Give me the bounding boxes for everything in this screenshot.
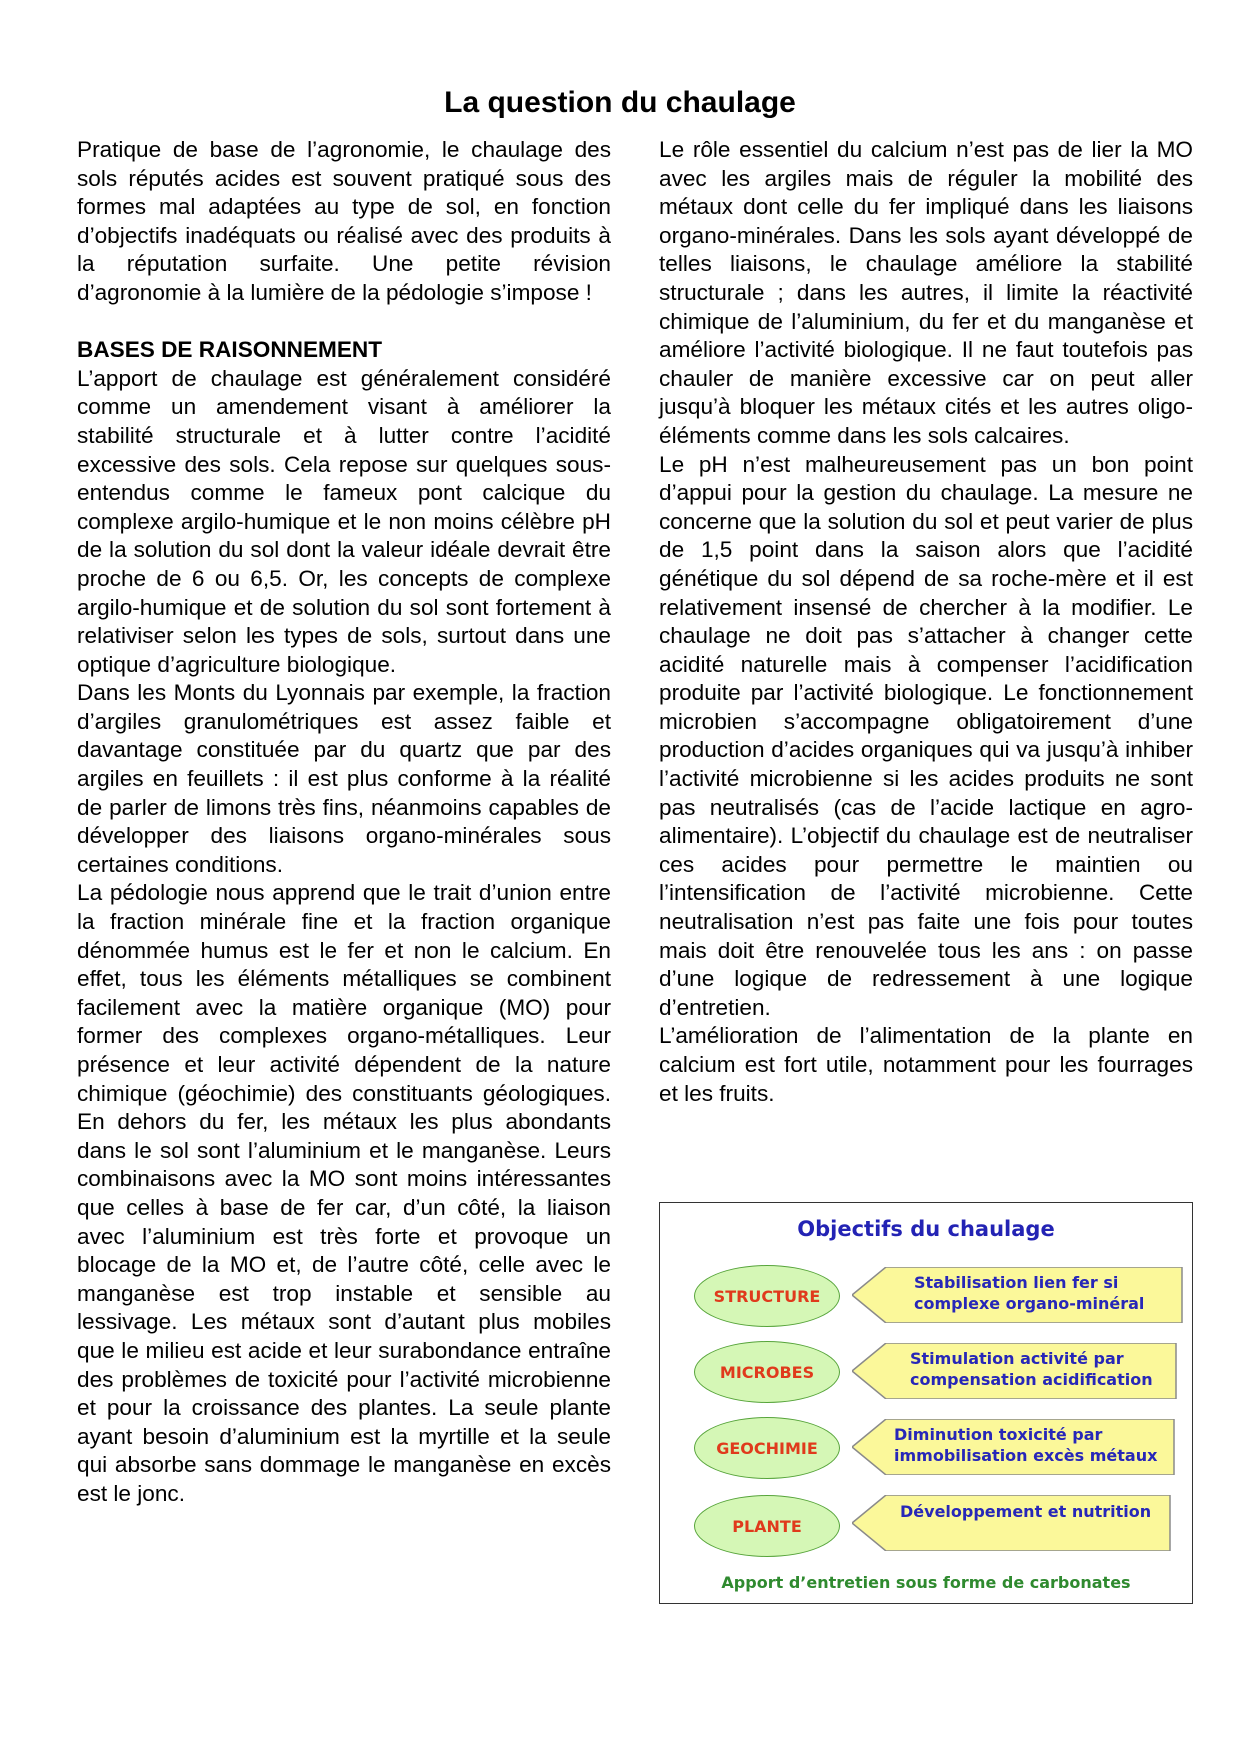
arrow-geochimie xyxy=(852,1419,1176,1475)
arrow-microbes xyxy=(852,1343,1178,1399)
oval-structure xyxy=(694,1265,840,1327)
left-column xyxy=(77,136,611,1509)
right-column xyxy=(659,136,1193,1108)
paragraph: L’amélioration de l’alimentation de la plante en calcium est fort utile, notamment pour les fourrages et les fruits. xyxy=(659,1023,1193,1106)
arrow-text-line1: Diminution toxicité par xyxy=(894,1425,1103,1444)
arrow-text-line1: Développement et nutrition xyxy=(900,1502,1152,1521)
diagram-title: Objectifs du chaulage xyxy=(797,1217,1055,1241)
arrow-text-line2: immobilisation excès métaux xyxy=(894,1446,1158,1465)
page-title: La question du chaulage xyxy=(444,86,796,119)
section-heading: BASES DE RAISONNEMENT xyxy=(77,337,383,363)
arrow-structure xyxy=(852,1267,1184,1323)
paragraph: Dans les Monts du Lyonnais par exemple, la fraction d’argiles granulométriques est assez faible et davantage constituée par du quartz que par des argiles en feuillets : il est plus conforme à la réalité de parler de limons très fins, néanmoins capables de développer des liaisons organo-minérales sous certaines conditions. xyxy=(77,680,611,877)
oval-label: MICROBES xyxy=(719,1362,815,1382)
objectives-diagram xyxy=(659,1202,1193,1604)
arrow-text-line1: Stimulation activité par xyxy=(910,1349,1124,1368)
arrow-text-line2: complexe organo-minéral xyxy=(914,1294,1145,1313)
arrow-text-line2: compensation acidification xyxy=(910,1370,1153,1389)
paragraph: Le pH n’est malheureusement pas un bon point d’appui pour la gestion du chaulage. La mesure ne concerne que la solution du sol et peut varier de plus de 1,5 point dans la saison alors que l’acidité génétique du sol dépend de sa roche-mère et il est relativement insensé de chercher à la modifier. Le chaulage ne doit pas s’attacher à changer cette acidité naturelle mais à compenser l’acidification produite par l’activité biologique. Le fonctionnement microbien s’accompagne obligatoirement d’une production d’acides organiques qui va jusqu’à inhiber l’activité microbienne si les acides produits ne sont pas neutralisés (cas de l’acide lactique en agro-alimentaire). L’objectif du chaulage est de neutraliser ces acides pour permettre le maintien ou l’intensification de l’activité microbienne. Cette neutralisation n’est pas faite une fois pour toutes mais doit être renouvelée tous les ans : on passe d’une logique de redressement à une logique d’entretien. xyxy=(659,451,1193,1020)
oval-microbes xyxy=(694,1341,840,1403)
arrow-text-line1: Stabilisation lien fer si xyxy=(914,1273,1119,1292)
oval-geochimie xyxy=(694,1417,840,1479)
oval-label: GEOCHIMIE xyxy=(716,1438,818,1458)
oval-plante xyxy=(694,1495,840,1557)
paragraph: Le rôle essentiel du calcium n’est pas de lier la MO avec les argiles mais de réguler la mobilité des métaux dont celle du fer impliqué dans les liaisons organo-minérales. Dans les sols ayant développé de telles liaisons, le chaulage améliore la stabilité structurale ; dans les autres, il limite la réactivité chimique de l’aluminium, du fer et du manganèse et améliore l’activité biologique. Il ne faut toutefois pas chauler de manière excessive car on peut aller jusqu’à bloquer les métaux cités et les autres oligo-éléments comme dans les sols calcaires. xyxy=(659,137,1193,448)
diagram-footer: Apport d’entretien sous forme de carbonates xyxy=(721,1573,1131,1592)
oval-label: PLANTE xyxy=(732,1516,802,1536)
paragraph: L’apport de chaulage est généralement considéré comme un amendement visant à améliorer la stabilité structurale et à lutter contre l’acidité excessive des sols. Cela repose sur quelques sous-entendus comme le fameux pont calcique du complexe argilo-humique et le non moins célèbre pH de la solution du sol dont la valeur idéale devrait être proche de 6 ou 6,5. Or, les concepts de complexe argilo-humique et de solution du sol sont fortement à relativiser selon les types de sols, surtout dans une optique d’agriculture biologique. xyxy=(77,365,611,677)
intro-paragraph: Pratique de base de l’agronomie, le chaulage des sols réputés acides est souvent pratiqué sous des formes mal adaptées au type de sol, en fonction d’objectifs inadéquats ou réalisé avec des produits à la réputation surfaite. Une petite révision d’agronomie à la lumière de la pédologie s’impose ! xyxy=(77,137,611,305)
arrow-plante xyxy=(852,1495,1172,1551)
paragraph: La pédologie nous apprend que le trait d’union entre la fraction minérale fine et la fraction organique dénommée humus est le fer et non le calcium. En effet, tous les éléments métalliques se combinent facilement avec la matière organique (MO) pour former des complexes organo-métalliques. Leur présence et leur activité dépendent de la nature chimique (géochimie) des constituants géologiques. En dehors du fer, les métaux les plus abondants dans le sol sont l’aluminium et le manganèse. Leurs combinaisons avec la MO sont moins intéressantes que celles à base de fer car, d’un côté, la liaison avec l’aluminium est très forte et provoque un blocage de la MO et, de l’autre côté, celle avec le manganèse est trop instable et sensible au lessivage. Les métaux sont d’autant plus mobiles que le milieu est acide et leur surabondance entraîne des problèmes de toxicité pour l’activité microbienne et pour la croissance des plantes. La seule plante ayant besoin d’aluminium est la myrtille et la seule qui absorbe sans dommage le manganèse en excès est le jonc. xyxy=(77,880,611,1506)
oval-label: STRUCTURE xyxy=(713,1286,821,1306)
